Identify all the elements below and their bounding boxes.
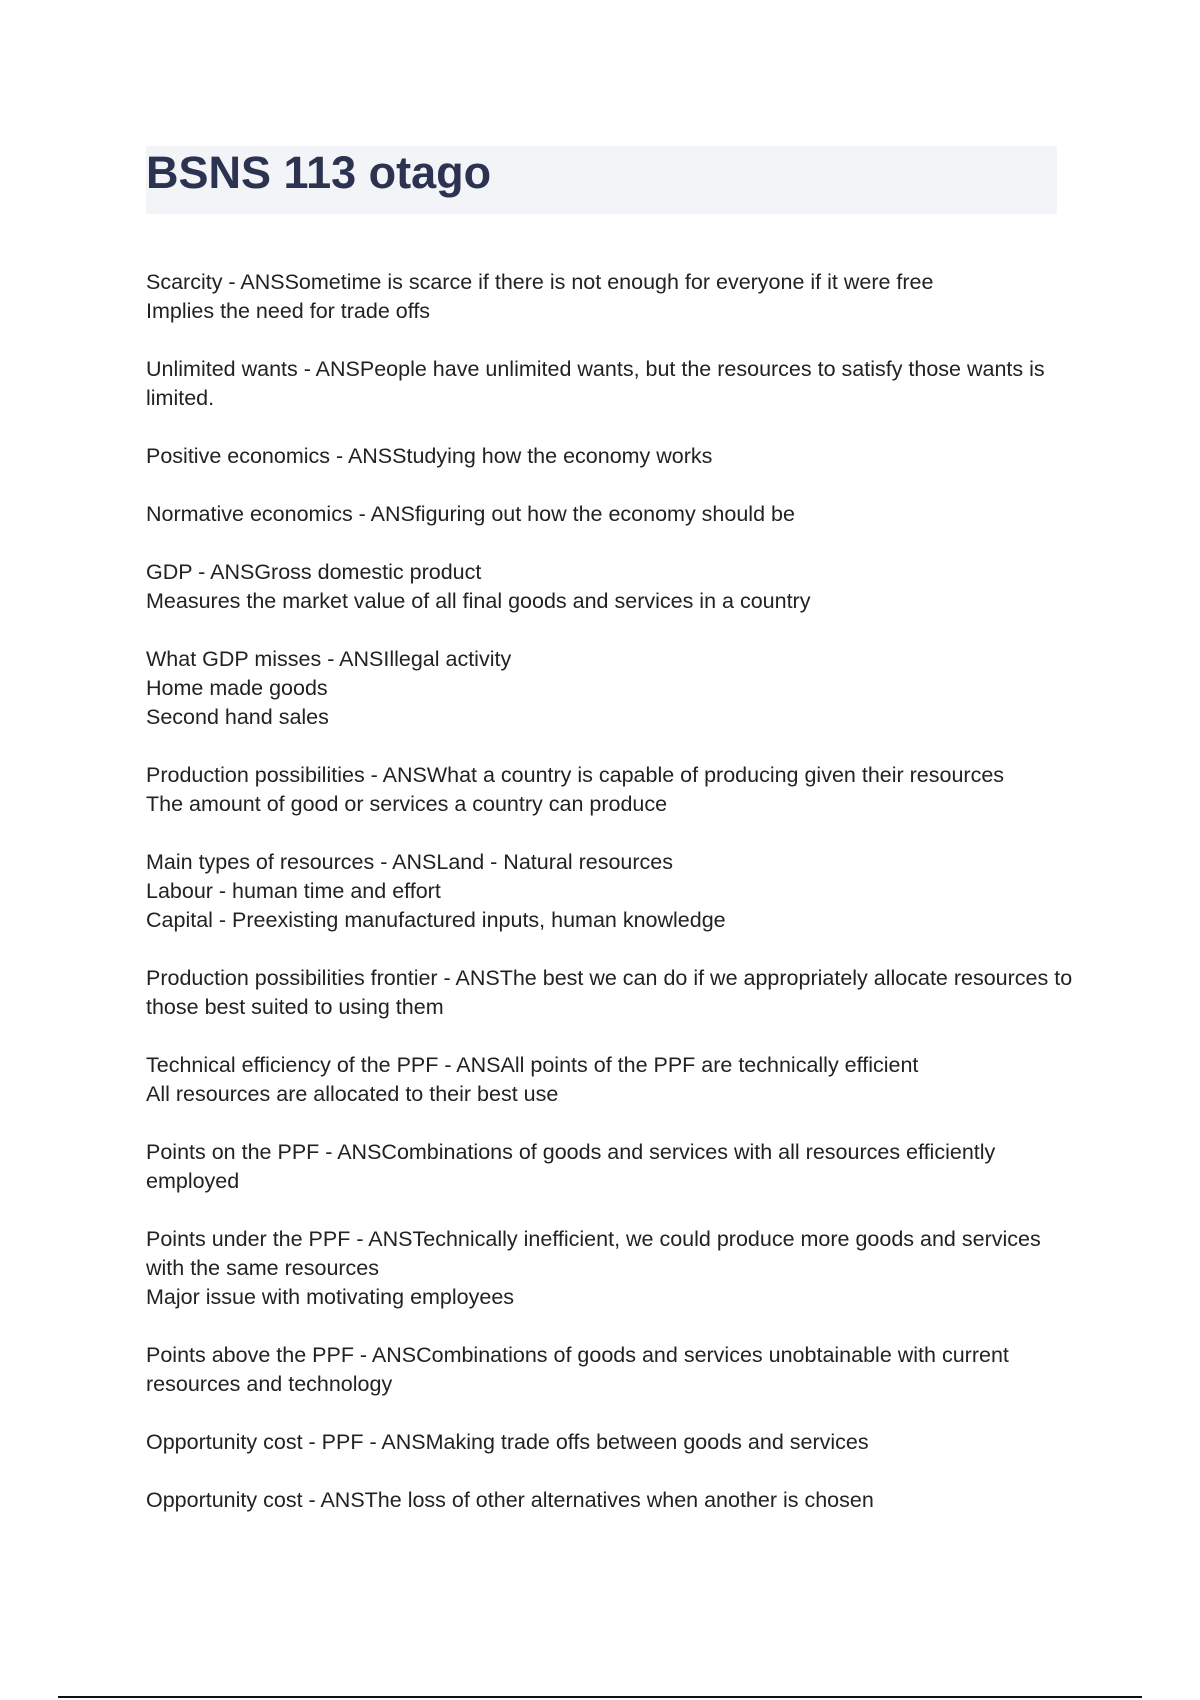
entry-line: Unlimited wants - ANSPeople have unlimited wants, but the resources to satisfy those wants is limited. (146, 357, 1045, 410)
entry-line: Normative economics - ANSfiguring out how the economy should be (146, 502, 795, 526)
flashcard-entry (146, 442, 1076, 471)
flashcard-entry (146, 355, 1076, 413)
entry-line: Measures the market value of all final goods and services in a country (146, 589, 811, 613)
flashcard-entry (146, 1138, 1076, 1196)
entry-line: Home made goods (146, 676, 328, 700)
entry-line: Positive economics - ANSStudying how the economy works (146, 444, 713, 468)
entry-line: Capital - Preexisting manufactured inputs, human knowledge (146, 908, 726, 932)
entry-line: Major issue with motivating employees (146, 1285, 515, 1309)
entry-line: Labour - human time and effort (146, 879, 441, 903)
flashcard-entry (146, 1341, 1076, 1399)
entry-line: Points above the PPF - ANSCombinations of goods and services unobtainable with current resources and technology (146, 1343, 1009, 1396)
flashcard-entry (146, 1225, 1076, 1312)
entry-line: Opportunity cost - ANSThe loss of other alternatives when another is chosen (146, 1488, 874, 1512)
entry-line: Main types of resources - ANSLand - Natural resources (146, 850, 673, 874)
entry-line: What GDP misses - ANSIllegal activity (146, 647, 512, 671)
flashcard-entry (146, 964, 1076, 1022)
flashcard-entry (146, 558, 1076, 616)
entry-line: Production possibilities frontier - ANSThe best we can do if we appropriately allocate resources to those best suited to using them (146, 966, 1073, 1019)
entry-line: Points on the PPF - ANSCombinations of goods and services with all resources efficiently employed (146, 1140, 996, 1193)
flashcard-entry (146, 1428, 1076, 1457)
entry-line: GDP - ANSGross domestic product (146, 560, 482, 584)
entry-line: Opportunity cost - PPF - ANSMaking trade offs between goods and services (146, 1430, 869, 1454)
flashcard-entry (146, 848, 1076, 935)
entry-line: Points under the PPF - ANSTechnically inefficient, we could produce more goods and services with the same resources (146, 1227, 1041, 1280)
footer-divider (58, 1696, 1142, 1698)
entry-line: All resources are allocated to their best use (146, 1082, 559, 1106)
flashcard-entry (146, 1486, 1076, 1515)
entry-line: Production possibilities - ANSWhat a country is capable of producing given their resources (146, 763, 1005, 787)
flashcard-entry (146, 1051, 1076, 1109)
flashcard-entry (146, 645, 1076, 732)
flashcard-list (146, 268, 1076, 1544)
entry-line: Scarcity - ANSSometime is scarce if there is not enough for everyone if it were free (146, 270, 934, 294)
entry-line: Second hand sales (146, 705, 329, 729)
page-title: BSNS 113 otago (146, 147, 492, 198)
flashcard-entry (146, 500, 1076, 529)
entry-line: The amount of good or services a country can produce (146, 792, 668, 816)
entry-line: Implies the need for trade offs (146, 299, 431, 323)
flashcard-entry (146, 761, 1076, 819)
flashcard-entry (146, 268, 1076, 326)
entry-line: Technical efficiency of the PPF - ANSAll points of the PPF are technically efficient (146, 1053, 919, 1077)
